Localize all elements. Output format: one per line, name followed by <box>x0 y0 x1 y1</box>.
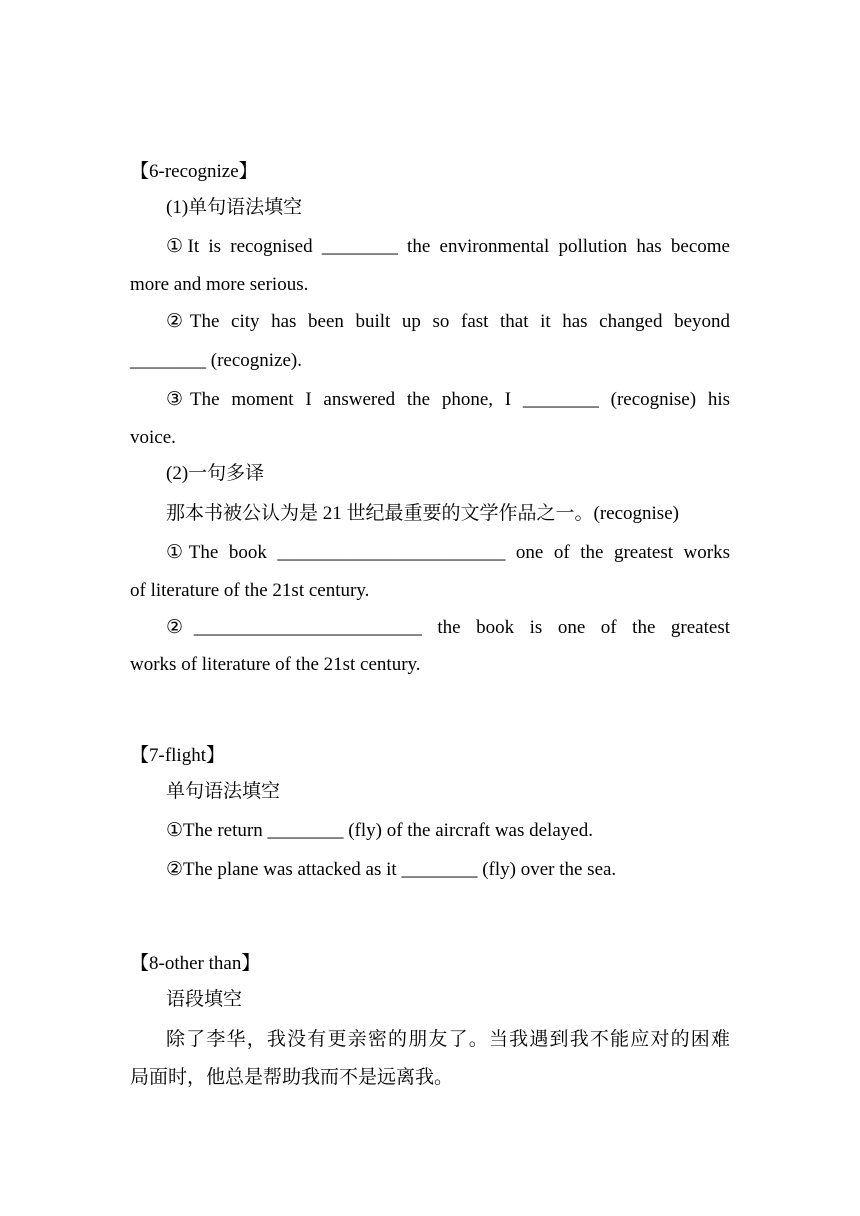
flight-question-2: ②The plane was attacked as it ________ (fly) over the sea. <box>166 859 617 880</box>
section-heading-other-than: 【8-other than】 <box>130 953 261 974</box>
paragraph-line-1: 除了李华，我没有更亲密的朋友了。当我遇到我不能应对的困难 <box>166 1029 730 1050</box>
section-heading-flight: 【7-flight】 <box>130 745 225 766</box>
translation-prompt: 那本书被公认为是 21 世纪最重要的文学作品之一。(recognise) <box>166 503 679 524</box>
question-2-line-2: ________ (recognize). <box>130 350 302 371</box>
subheading-paragraph-fill: 语段填空 <box>166 989 243 1010</box>
question-1-line-2: more and more serious. <box>130 274 309 295</box>
question-3-line-2: voice. <box>130 427 176 448</box>
subheading-single-sentence-fill: (1)单句语法填空 <box>166 197 303 218</box>
question-1-line-1: ①It is recognised ________ the environmental pollution has become <box>166 236 730 257</box>
paragraph-line-2: 局面时，他总是帮助我而不是远离我。 <box>130 1067 454 1088</box>
translation-2-line-1: ②________________________ the book is one of the greatest <box>166 617 730 638</box>
translation-2-line-2: works of literature of the 21st century. <box>130 654 421 675</box>
section-heading-recognize: 【6-recognize】 <box>130 161 258 182</box>
subheading-single-sentence-fill: 单句语法填空 <box>166 781 281 802</box>
subheading-multiple-translations: (2)一句多译 <box>166 463 265 484</box>
translation-1-line-2: of literature of the 21st century. <box>130 580 370 601</box>
flight-question-1: ①The return ________ (fly) of the aircraft was delayed. <box>166 820 593 841</box>
question-2-line-1: ②The city has been built up so fast that it has changed beyond <box>166 311 730 332</box>
translation-1-line-1: ①The book ________________________ one of the greatest works <box>166 542 730 563</box>
question-3-line-1: ③The moment I answered the phone, I ________ (recognise) his <box>166 389 730 410</box>
